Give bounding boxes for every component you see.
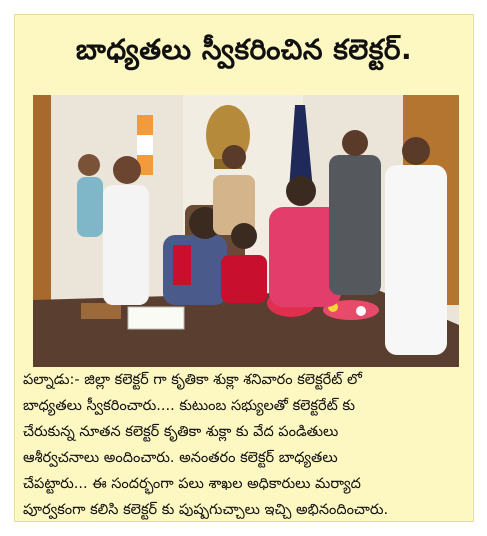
headline: బాధ్యతలు స్వీకరించిన కలెక్టర్. [75, 33, 413, 66]
collector-woman [163, 235, 227, 305]
document-file [128, 307, 184, 329]
article-line: చేరుకున్న నూతన కలెక్టర్ కృతికా శుక్లా కు వేద పండితులు [23, 424, 339, 440]
baby [77, 177, 103, 237]
article-line: ఆశీర్వచనాలు అందించారు. అనంతరం కలెక్టర్ బాధ్యతలు [23, 450, 338, 466]
news-photo [33, 95, 459, 367]
article-line: చేపట్టారు... ఈ సందర్భంగా పలు శాఖల అధికారులు మర్యాద [23, 476, 361, 492]
article-body [23, 367, 467, 523]
article-line: పూర్వకంగా కలిసి కలెక్టర్ కు పుష్పగుచ్చాలు ఇచ్చి అభినందించారు. [23, 502, 389, 518]
wooden-cabinet [33, 95, 51, 325]
man-white-dhoti [385, 165, 447, 355]
man-grey-shirt [329, 155, 381, 295]
photo-illustration [33, 95, 459, 367]
article-line: బాధ్యతలు స్వీకరించారు.... కుటుంబ సభ్యులతో కలెక్టరేట్ కు [23, 398, 355, 414]
leather-folder [81, 303, 121, 319]
article-line: పల్నాడు:- జిల్లా కలెక్టర్ గా కృతికా శుక్లా శనివారం కలెక్టరేట్ లో [23, 372, 362, 388]
newspaper-clipping [14, 14, 474, 522]
man-white-shirt [103, 185, 149, 305]
boy-red-shirt [221, 255, 267, 303]
